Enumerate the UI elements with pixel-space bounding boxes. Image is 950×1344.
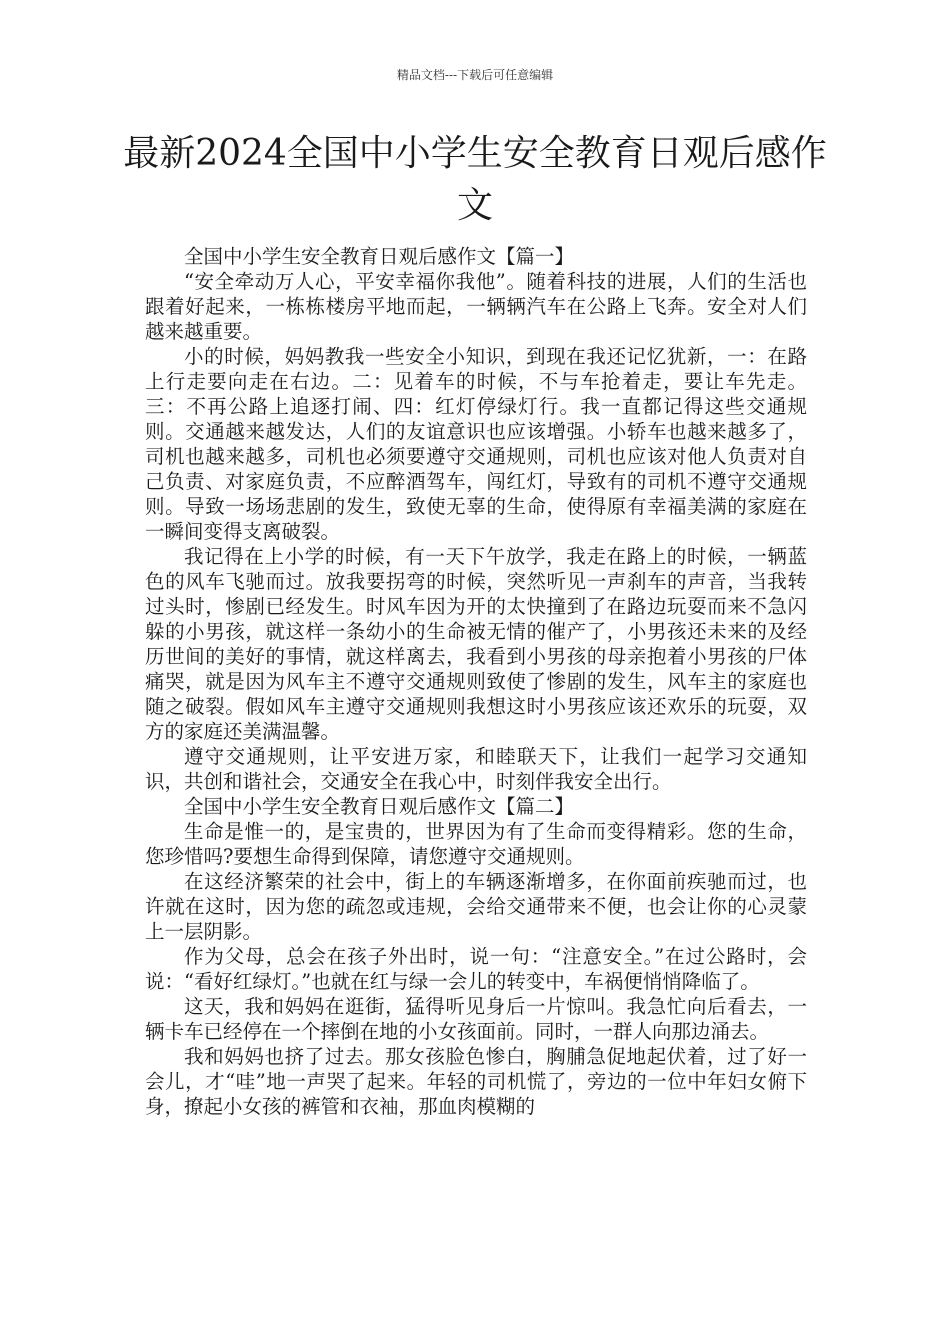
paragraph: 我和妈妈也挤了过去。那女孩脸色惨白，胸脯急促地起伏着，过了好一会儿，才“哇”地一声哭了起来。年轻的司机慌了，旁边的一位中年妇女俯下身，撩起小女孩的裤管和衣袖，那血肉模糊的 <box>145 1045 807 1118</box>
paragraph: 这天，我和妈妈在逛街，猛得听见身后一片惊叫。我急忙向后看去，一辆卡车已经停在一个摔倒在地的小女孩面前。同时，一群人向那边涌去。 <box>145 995 807 1043</box>
document-title: 最新2024全国中小学生安全教育日观后感作文 <box>123 133 827 226</box>
paragraph: 作为父母，总会在孩子外出时，说一句：“注意安全。”在过公路时，会说：“看好红绿灯。”也就在红与绿一会儿的转变中，车祸便悄悄降临了。 <box>145 945 807 993</box>
paragraph: 生命是惟一的，是宝贵的，世界因为有了生命而变得精彩。您的生命，您珍惜吗?要想生命得到保障，请您遵守交通规则。 <box>145 820 807 868</box>
paragraph: 在这经济繁荣的社会中，街上的车辆逐渐增多，在你面前疾驰而过，也许就在这时，因为您的疏忽或违规，会给交通带来不便，也会让你的心灵蒙上一层阴影。 <box>145 870 807 943</box>
paragraph: 我记得在上小学的时候，有一天下午放学，我走在路上的时候，一辆蓝色的风车飞驰而过。放我要拐弯的时候，突然听见一声刹车的声音，当我转过头时，惨剧已经发生。时风车因为开的太快撞到了在路边玩耍而来不急闪躲的小男孩，就这样一条幼小的生命被无情的催产了，小男孩还未来的及经历世间的美好的事情，就这样离去，我看到小男孩的母亲抱着小男孩的尸体痛哭，就是因为风车主不遵守交通规则致使了惨剧的发生，风车主的家庭也随之破裂。假如风车主遵守交通规则我想这时小男孩应该还欢乐的玩耍，双方的家庭还美满温馨。 <box>145 545 807 743</box>
paragraph: 全国中小学生安全教育日观后感作文【篇二】 <box>184 795 575 818</box>
document-body <box>145 244 807 1119</box>
paragraph: “安全牵动万人心，平安幸福你我他”。随着科技的进展，人们的生活也跟着好起来，一栋栋楼房平地而起，一辆辆汽车在公路上飞奔。安全对人们越来越重要。 <box>145 270 807 343</box>
paragraph: 遵守交通规则，让平安进万家，和睦联天下，让我们一起学习交通知识，共创和谐社会，交通安全在我心中，时刻伴我安全出行。 <box>145 745 807 793</box>
paragraph: 小的时候，妈妈教我一些安全小知识，到现在我还记忆犹新，一：在路上行走要向走在右边。二：见着车的时候，不与车抢着走，要让车先走。三：不再公路上追逐打闹、四：红灯停绿灯行。我一直都记得这些交通规则。交通越来越发达，人们的友谊意识也应该增强。小轿车也越来越多了，司机也越来越多，司机也必须要遵守交通规则，司机也应该对他人负责对自己负责、对家庭负责，不应醉酒驾车，闯红灯，导致有的司机不遵守交通规则。导致一场场悲剧的发生，致使无辜的生命，使得原有幸福美满的家庭在一瞬间变得支离破裂。 <box>145 345 807 543</box>
page-header-note: 精品文档---下载后可任意编辑 <box>396 68 554 82</box>
paragraph: 全国中小学生安全教育日观后感作文【篇一】 <box>184 245 575 268</box>
